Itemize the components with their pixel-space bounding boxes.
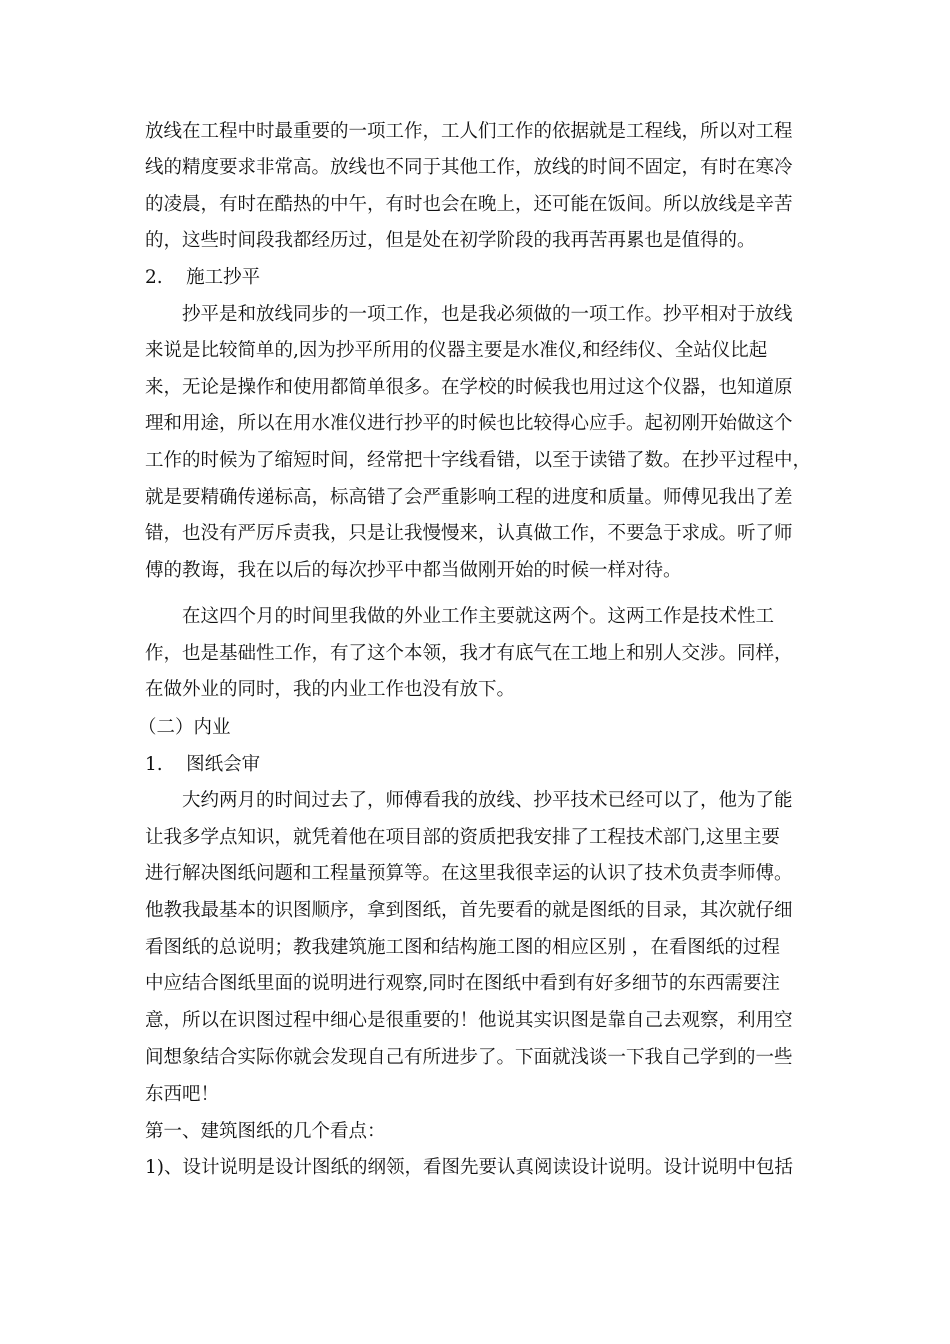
text-line: 让我多学点知识，就凭着他在项目部的资质把我安排了工程技术部门,这里主要 [145,827,780,848]
text-line: 大约两月的时间过去了，师傅看我的放线、抄平技术已经可以了，他为了能 [182,790,793,811]
text-line: 中应结合图纸里面的说明进行观察,同时在图纸中看到有好多细节的东西需要注 [145,973,780,994]
text-line: 在做外业的同时，我的内业工作也没有放下。 [145,679,516,700]
text-line: 抄平是和放线同步的一项工作，也是我必须做的一项工作。抄平相对于放线 [182,304,793,325]
text-line: 意，所以在识图过程中细心是很重要的！他说其实识图是靠自己去观察，利用空 [145,1010,793,1031]
text-line: 的凌晨，有时在酷热的中午，有时也会在晚上，还可能在饭间。所以放线是辛苦 [145,194,793,215]
section-heading: 1. 图纸会审 [145,754,261,775]
text-line: 工作的时候为了缩短时间，经常把十字线看错，以至于读错了数。在抄平过程中， [145,450,812,471]
text-line: 他教我最基本的识图顺序，拿到图纸，首先要看的就是图纸的目录，其次就仔细 [145,900,793,921]
text-line: 来说是比较简单的,因为抄平所用的仪器主要是水准仪,和经纬仪、全站仪比起 [145,340,768,361]
text-line: 放线在工程中时最重要的一项工作，工人们工作的依据就是工程线，所以对工程 [145,121,793,142]
section-heading: 2. 施工抄平 [145,267,261,288]
text-line: 在这四个月的时间里我做的外业工作主要就这两个。这两工作是技术性工 [182,606,775,627]
text-line: 看图纸的总说明；教我建筑施工图和结构施工图的相应区别 ，在看图纸的过程 [145,937,780,958]
text-line: 就是要精确传递标高，标高错了会严重影响工程的进度和质量。师傅见我出了差 [145,487,793,508]
text-line: 傅的教诲，我在以后的每次抄平中都当做刚开始的时候一样对待。 [145,560,682,581]
text-line: 间想象结合实际你就会发现自己有所进步了。下面就浅谈一下我自己学到的一些 [145,1047,793,1068]
text-line: 的，这些时间段我都经历过，但是处在初学阶段的我再苦再累也是值得的。 [145,230,756,251]
text-line: 理和用途，所以在用水准仪进行抄平的时候也比较得心应手。起初刚开始做这个 [145,413,793,434]
text-line: 进行解决图纸问题和工程量预算等。在这里我很幸运的认识了技术负责李师傅。 [145,863,793,884]
text-line: 错，也没有严厉斥责我，只是让我慢慢来，认真做工作，不要急于求成。听了师 [145,523,793,544]
section-heading: （二）内业 [138,717,231,738]
text-line: 来，无论是操作和使用都简单很多。在学校的时候我也用过这个仪器，也知道原 [145,377,793,398]
text-line: 线的精度要求非常高。放线也不同于其他工作，放线的时间不固定，有时在寒冷 [145,157,793,178]
section-heading: 第一、建筑图纸的几个看点： [145,1121,386,1142]
text-line: 东西吧！ [145,1084,220,1105]
text-line: 作，也是基础性工作，有了这个本领，我才有底气在工地上和别人交涉。同样， [145,643,793,664]
text-line: 1)、设计说明是设计图纸的纲领，看图先要认真阅读设计说明。设计说明中包括 [145,1157,793,1178]
